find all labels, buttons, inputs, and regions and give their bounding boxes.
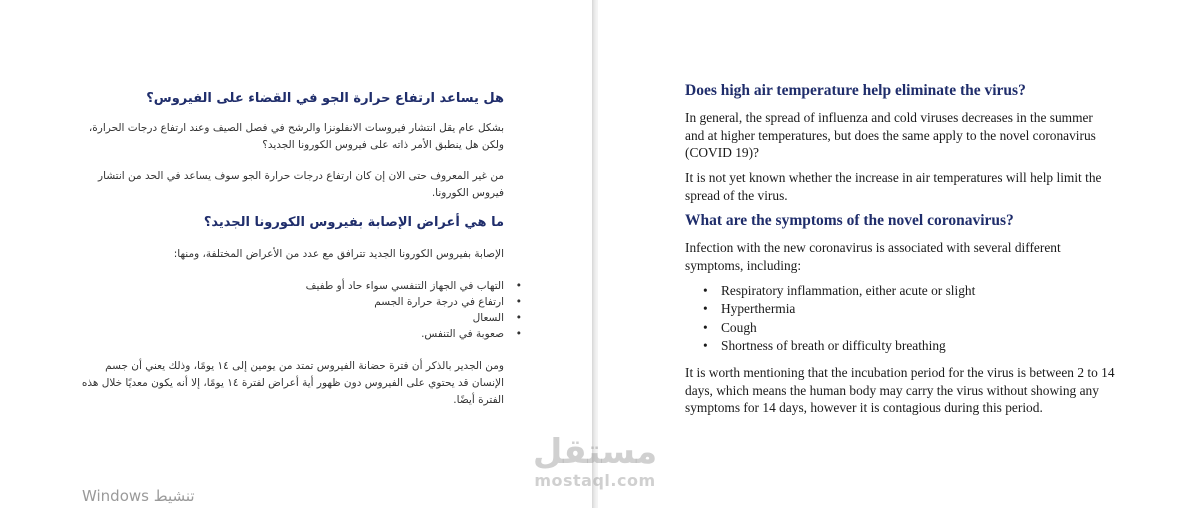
arabic-heading-temperature: هل يساعد ارتفاع حرارة الجو في القضاء على الفيروس؟	[146, 91, 504, 106]
english-paragraph-spread: In general, the spread of influenza and cold viruses decreases in the summer and at higher temperatures, but does the same apply to the novel coronavirus (COVID 19)?	[685, 110, 1096, 160]
watermark-logo: مستقل	[532, 432, 658, 472]
activate-windows-notice: تنشيط Windows	[82, 487, 195, 505]
list-item: • ارتفاع في درجة حرارة الجسم	[80, 294, 504, 310]
english-heading-temperature: Does high air temperature help eliminate the virus?	[685, 82, 1026, 99]
watermark-url: mostaql.com	[534, 471, 656, 490]
arabic-paragraph-infection: الإصابة بفيروس الكورونا الجديد تترافق مع عدد من الأعراض المختلفة، ومنها:	[173, 248, 504, 260]
english-paragraph-infection: Infection with the new coronavirus is associated with several different symptoms, including:	[685, 240, 1061, 273]
arabic-symptoms-list	[80, 278, 524, 342]
list-item: • Shortness of breath or difficulty breathing	[685, 337, 1115, 355]
list-item: • Respiratory inflammation, either acute or slight	[685, 282, 1115, 300]
english-heading-symptoms: What are the symptoms of the novel coronavirus?	[685, 212, 1014, 229]
list-item: • Hyperthermia	[685, 300, 1115, 318]
list-item: • السعال	[80, 310, 504, 326]
list-item: • Cough	[685, 319, 1115, 337]
list-item: • التهاب في الجهاز التنفسي سواء حاد أو طفيف	[80, 278, 504, 294]
list-item: • صعوبة في التنفس.	[80, 326, 504, 342]
english-paragraph-incubation: It is worth mentioning that the incubation period for the virus is between 2 to 14 days, which means the human body may carry the virus without showing any symptoms for 14 days, however it is contagious during this period.	[685, 365, 1115, 415]
arabic-paragraph-unknown: من غير المعروف حتى الان إن كان ارتفاع درجات حرارة الجو سوف يساعد في الحد من انتشار فيروس الكورونا.	[98, 170, 504, 199]
english-paragraph-unknown: It is not yet known whether the increase in air temperatures will help limit the spread of the virus.	[685, 170, 1102, 203]
english-symptoms-list	[685, 282, 1115, 356]
mostaql-watermark	[520, 432, 670, 490]
arabic-paragraph-spread: بشكل عام يقل انتشار فيروسات الانفلونزا والرشح في فصل الصيف وعند ارتفاع درجات الحرارة، ولكن هل ينطبق الأمر ذاته على فيروس الكورونا الجديد؟	[88, 122, 504, 151]
arabic-heading-symptoms: ما هي أعراض الإصابة بفيروس الكورونا الجديد؟	[203, 215, 504, 230]
arabic-paragraph-incubation: ومن الجدير بالذكر أن فترة حضانة الفيروس تمتد من يومين إلى ١٤ يومًا، وذلك يعني أن جسم الإنسان قد يحتوي على الفيروس دون ظهور أية أعراض لفترة ١٤ يومًا، إلا أنه يكون معديًا خلال هذه الفترة أيضًا.	[81, 360, 504, 406]
